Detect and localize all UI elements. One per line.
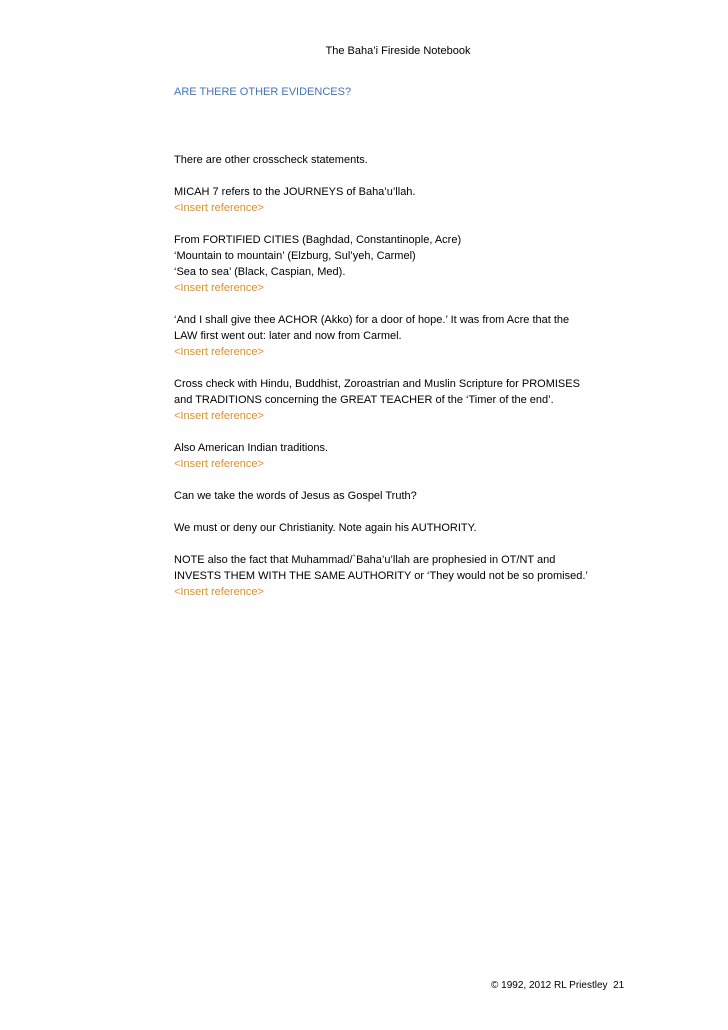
insert-reference: <Insert reference> bbox=[174, 458, 264, 470]
text-line: ‘Mountain to mountain’ (Elzburg, Sul’yeh, Carmel) bbox=[174, 250, 416, 262]
paragraph bbox=[174, 312, 634, 360]
text-line: MICAH 7 refers to the JOURNEYS of Baha’u’llah. bbox=[174, 186, 416, 198]
paragraph bbox=[174, 440, 634, 472]
insert-reference: <Insert reference> bbox=[174, 202, 264, 214]
paragraph bbox=[174, 520, 634, 536]
paragraph bbox=[174, 552, 634, 600]
text-line: LAW first went out: later and now from Carmel. bbox=[174, 330, 402, 342]
text-line: Also American Indian traditions. bbox=[174, 442, 329, 454]
page-footer bbox=[491, 979, 624, 993]
copyright-text: © 1992, 2012 RL Priestley bbox=[491, 980, 608, 991]
text-line: Can we take the words of Jesus as Gospel Truth? bbox=[174, 490, 417, 502]
insert-reference: <Insert reference> bbox=[174, 282, 264, 294]
page-header: The Baha’i Fireside Notebook bbox=[325, 45, 471, 57]
paragraph bbox=[174, 376, 634, 424]
insert-reference: <Insert reference> bbox=[174, 410, 264, 422]
text-line: ‘And I shall give thee ACHOR (Akko) for a door of hope.’ It was from Acre that the bbox=[174, 314, 570, 326]
text-line: NOTE also the fact that Muhammad/`Baha’u’llah are prophesied in OT/NT and bbox=[174, 554, 556, 566]
text-line: INVESTS THEM WITH THE SAME AUTHORITY or ‘They would not be so promised.’ bbox=[174, 570, 588, 582]
paragraph bbox=[174, 488, 634, 504]
text-line: ‘Sea to sea’ (Black, Caspian, Med). bbox=[174, 266, 346, 278]
text-line: Cross check with Hindu, Buddhist, Zoroastrian and Muslin Scripture for PROMISES bbox=[174, 378, 580, 390]
paragraph bbox=[174, 152, 634, 168]
text-line: From FORTIFIED CITIES (Baghdad, Constantinople, Acre) bbox=[174, 234, 462, 246]
paragraph bbox=[174, 232, 634, 296]
text-line: and TRADITIONS concerning the GREAT TEACHER of the ‘Timer of the end’. bbox=[174, 394, 554, 406]
section-heading: ARE THERE OTHER EVIDENCES? bbox=[174, 86, 352, 98]
insert-reference: <Insert reference> bbox=[174, 346, 264, 358]
text-line: We must or deny our Christianity. Note again his AUTHORITY. bbox=[174, 522, 477, 534]
text-line: There are other crosscheck statements. bbox=[174, 154, 368, 166]
paragraph bbox=[174, 184, 634, 216]
body-content bbox=[174, 152, 634, 616]
page-number: 21 bbox=[613, 980, 625, 991]
insert-reference: <Insert reference> bbox=[174, 586, 264, 598]
